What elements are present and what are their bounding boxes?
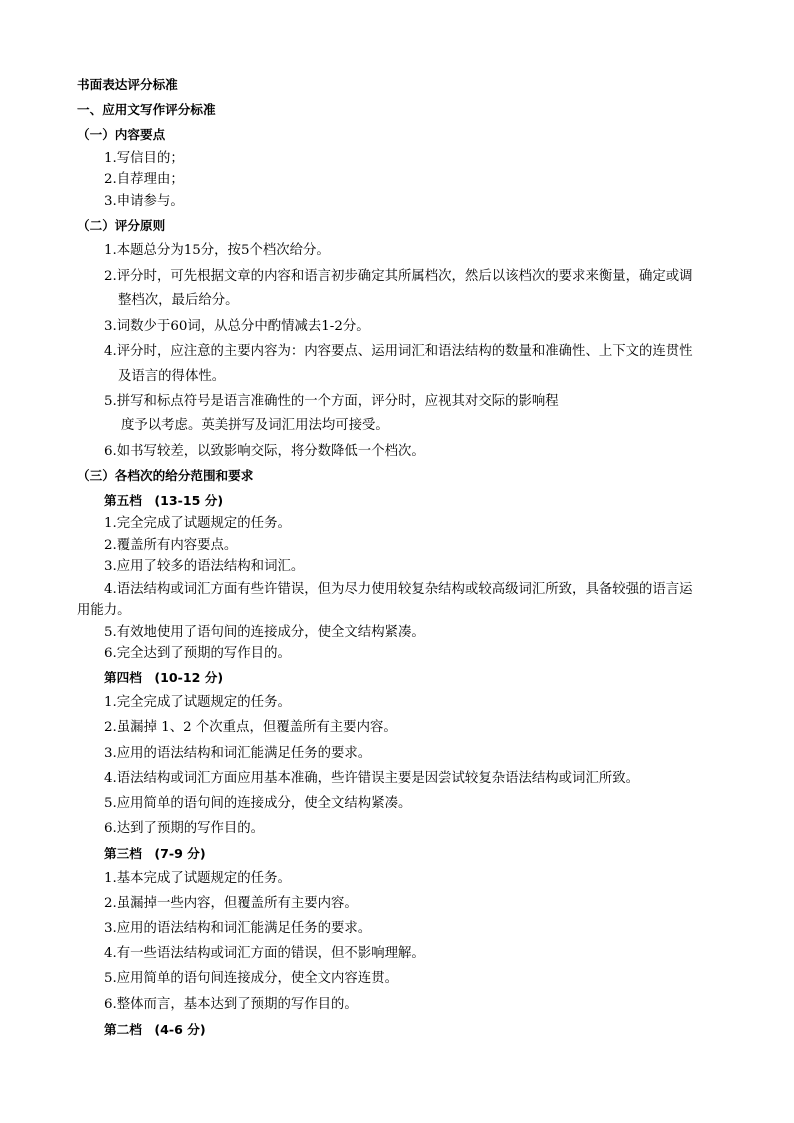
band-item: 6.达到了预期的写作目的。 <box>104 821 265 836</box>
part-title-content-points: （一）内容要点 <box>77 127 166 142</box>
document-title: 书面表达评分标准 <box>77 77 178 92</box>
band-item: 1.完全完成了试题规定的任务。 <box>104 695 291 710</box>
band-item: 4.有一些语法结构或词汇方面的错误，但不影响理解。 <box>104 946 425 961</box>
content-point: 3.申请参与。 <box>104 194 184 209</box>
band-item: 6.完全达到了预期的写作目的。 <box>104 646 291 661</box>
band-item: 2.虽漏掉一些内容，但覆盖所有主要内容。 <box>104 896 358 911</box>
band-item: 5.有效地使用了语句间的连接成分，使全文结构紧凑。 <box>104 625 425 640</box>
principle-line: 及语言的得体性。 <box>118 369 226 384</box>
content-point: 2.自荐理由； <box>104 172 184 187</box>
band-title: 第四档 (10-12 分) <box>104 670 224 685</box>
principle-line: 6.如书写较差，以致影响交际，将分数降低一个档次。 <box>104 444 425 459</box>
band-item: 3.应用的语法结构和词汇能满足任务的要求。 <box>104 746 372 761</box>
band-item: 6.整体而言，基本达到了预期的写作目的。 <box>104 997 358 1012</box>
principle-line: 5.拼写和标点符号是语言准确性的一个方面，评分时，应视其对交际的影响程 <box>104 394 559 409</box>
principle-line: 4.评分时，应注意的主要内容为：内容要点、运用词汇和语法结构的数量和准确性、上下文的连贯性 <box>104 344 693 359</box>
principle-line: 整档次，最后给分。 <box>118 293 239 308</box>
principle-line: 3.词数少于60词，从总分中酌情减去1-2分。 <box>104 319 370 334</box>
band-title: 第二档 (4-6 分) <box>104 1022 206 1037</box>
band-item: 4.语法结构或词汇方面有些许错误，但为尽力使用较复杂结构或较高级词汇所致，具备较强的语言运 <box>104 582 693 597</box>
band-item: 5.应用简单的语句间的连接成分，使全文结构紧凑。 <box>104 796 412 811</box>
band-item: 2.覆盖所有内容要点。 <box>104 538 238 553</box>
content-point: 1.写信目的； <box>104 151 184 166</box>
band-item: 3.应用的语法结构和词汇能满足任务的要求。 <box>104 921 372 936</box>
band-item: 5.应用简单的语句间连接成分，使全文内容连贯。 <box>104 971 398 986</box>
band-item: 1.完全完成了试题规定的任务。 <box>104 516 291 531</box>
band-item: 用能力。 <box>77 603 131 618</box>
part-title-bands: （三）各档次的给分范围和要求 <box>77 468 254 483</box>
band-title: 第五档 (13-15 分) <box>104 493 224 508</box>
band-title: 第三档 (7-9 分) <box>104 846 206 861</box>
principle-line: 度予以考虑。英美拼写及词汇用法均可接受。 <box>121 418 389 433</box>
band-item: 1.基本完成了试题规定的任务。 <box>104 871 291 886</box>
section-title: 一、应用文写作评分标准 <box>77 102 216 117</box>
part-title-principles: （二）评分原则 <box>77 218 166 233</box>
band-item: 3.应用了较多的语法结构和词汇。 <box>104 559 305 574</box>
principle-line: 1.本题总分为15分，按5个档次给分。 <box>104 243 330 258</box>
band-item: 4.语法结构或词汇方面应用基本准确，些许错误主要是因尝试较复杂语法结构或词汇所致。 <box>104 771 640 786</box>
band-item: 2.虽漏掉 1、2 个次重点，但覆盖所有主要内容。 <box>104 720 397 735</box>
principle-line: 2.评分时，可先根据文章的内容和语言初步确定其所属档次，然后以该档次的要求来衡量，确定或调 <box>104 269 693 284</box>
